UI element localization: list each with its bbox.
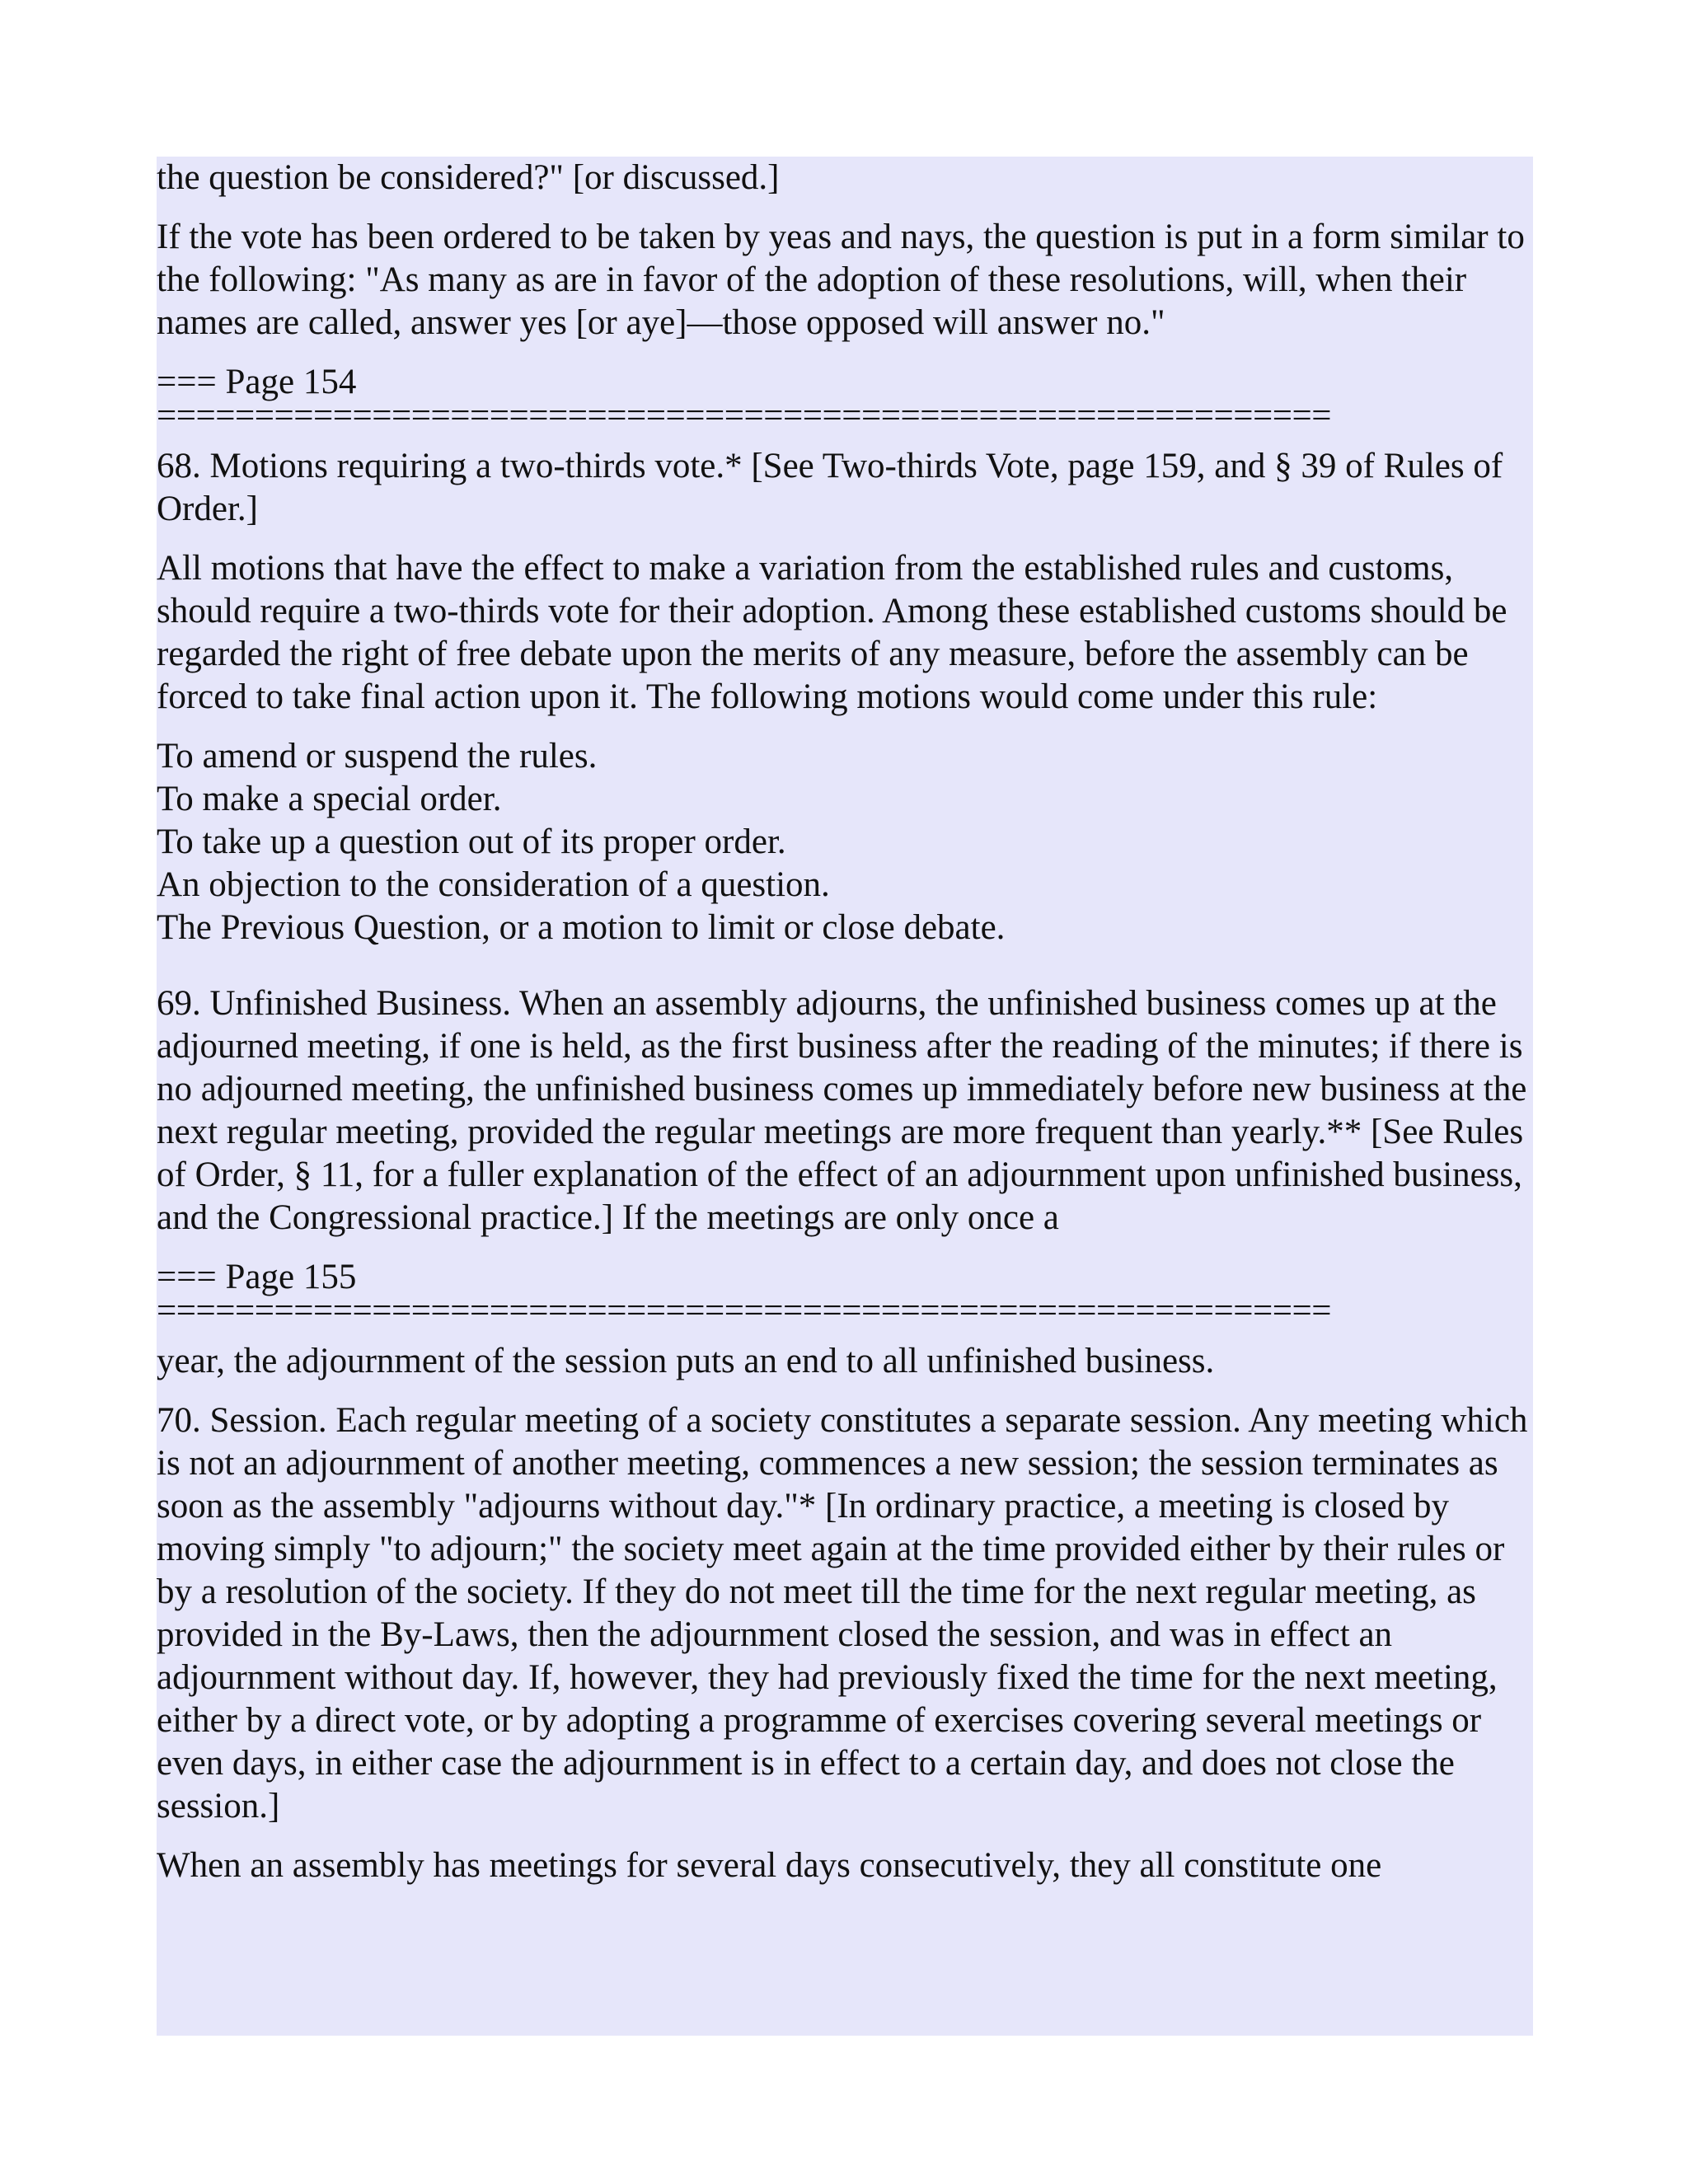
paragraph-6: year, the adjournment of the session puts an end to all unfinished business. bbox=[157, 1342, 1215, 1380]
paragraph-3: 68. Motions requiring a two-thirds vote.* [See Two-thirds Vote, page 159, and § 39 of Rules of Order.] bbox=[157, 447, 1503, 528]
page-marker-label: === Page 154 bbox=[157, 363, 357, 401]
paragraph-2: If the vote has been ordered to be taken by yeas and nays, the question is put in a form similar to the following: "As many as are in favor of the adoption of these resolutions, will, when their names are called, answer yes [or aye]—those opposed will answer no." bbox=[157, 218, 1525, 342]
paragraph-5: 69. Unfinished Business. When an assembly adjourns, the unfinished business comes up at the adjourned meeting, if one is held, as the first business after the reading of the minutes; if there is no adjourned meeting, the unfinished business comes up immediately before new business at the next regular meeting, provided the regular meetings are more frequent than yearly.** [See Rules of Order, § 11, for a fuller explanation of the effect of an adjournment upon unfinished business, and the Congressional practice.] If the meetings are only once a bbox=[157, 984, 1527, 1237]
page-marker-155 bbox=[157, 1256, 1533, 1324]
list-item: An objection to the consideration of a question. bbox=[157, 865, 830, 904]
list-item: The Previous Question, or a motion to limit or close debate. bbox=[157, 908, 1006, 947]
list-item: To make a special order. bbox=[157, 780, 502, 818]
page-marker-154 bbox=[157, 361, 1533, 429]
paragraph-7: 70. Session. Each regular meeting of a society constitutes a separate session. Any meeting which is not an adjournment of another meeting, commences a new session; the session terminates as soon as the assembly "adjourns without day."* [In ordinary practice, a meeting is closed by moving simply "to adjourn;" the society meet again at the time provided either by their rules or by a resolution of the society. If they do not meet till the time for the next regular meeting, as provided in the By-Laws, then the adjournment closed the session, and was in effect an adjournment without day. If, however, they had previously fixed the time for the next meeting, either by a direct vote, or by adopting a programme of exercises covering several meetings or even days, in either case the adjournment is in effect to a certain day, and does not close the session.] bbox=[157, 1401, 1528, 1825]
page-marker-label: === Page 155 bbox=[157, 1258, 357, 1296]
document-page bbox=[157, 157, 1533, 2036]
list-item: To take up a question out of its proper order. bbox=[157, 823, 786, 861]
page-marker-rule: ============================================================ bbox=[157, 1299, 1332, 1324]
paragraph-8: When an assembly has meetings for several days consecutively, they all constitute one bbox=[157, 1846, 1382, 1885]
list-item: To amend or suspend the rules. bbox=[157, 737, 598, 776]
paragraph-1: the question be considered?" [or discussed.] bbox=[157, 158, 780, 197]
page-marker-rule: ============================================================ bbox=[157, 404, 1332, 429]
paragraph-4: All motions that have the effect to make a variation from the established rules and customs, should require a two-thirds vote for their adoption. Among these established customs should be regarded the right of free debate upon the merits of any measure, before the assembly can be forced to take final action upon it. The following motions would come under this rule: bbox=[157, 549, 1507, 716]
